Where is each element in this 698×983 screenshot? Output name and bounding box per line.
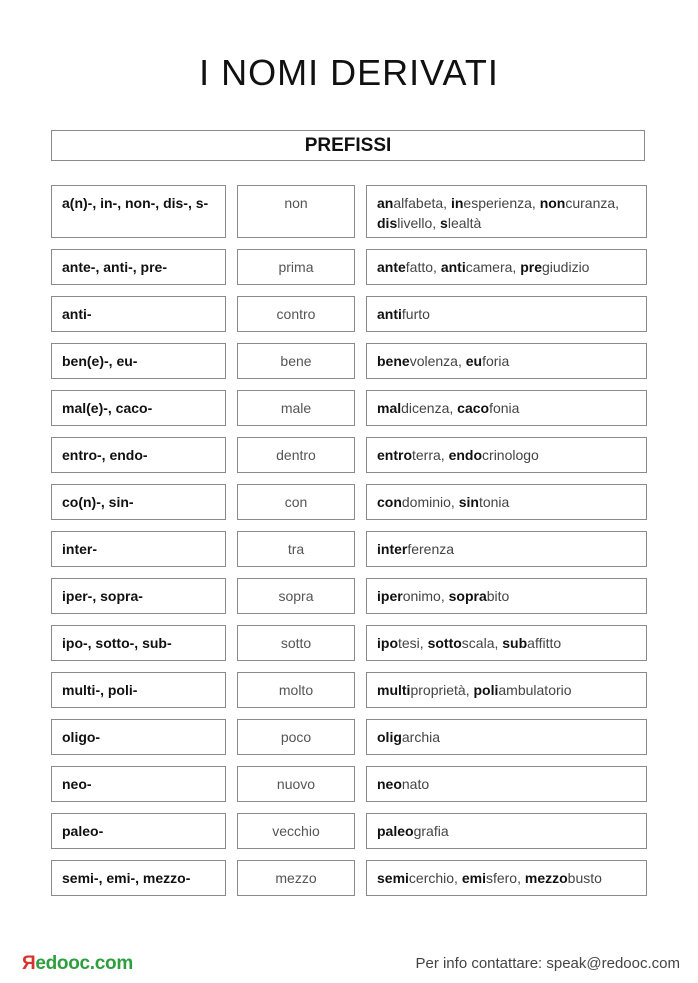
meaning-cell: non: [237, 185, 355, 238]
prefix-cell: a(n)-, in-, non-, dis-, s-: [51, 185, 226, 238]
example-prefix: eu: [465, 353, 483, 369]
examples-cell: [366, 625, 647, 661]
example-prefix: iper: [377, 588, 403, 604]
example-prefix: s: [440, 215, 448, 231]
example-prefix: neo: [377, 776, 402, 792]
example-rest: crinologo: [482, 447, 539, 463]
table-row: [51, 249, 647, 285]
examples-cell: [366, 860, 647, 896]
example-rest: curanza,: [565, 195, 620, 211]
example-prefix: ante: [377, 259, 406, 275]
prefix-cell: multi-, poli-: [51, 672, 226, 708]
meaning-cell: prima: [237, 249, 355, 285]
meaning-cell: bene: [237, 343, 355, 379]
table-row: [51, 390, 647, 426]
table-row: [51, 185, 647, 238]
example-rest: livello,: [397, 215, 441, 231]
example-rest: archia: [401, 729, 441, 745]
prefix-cell: inter-: [51, 531, 226, 567]
table-row: [51, 437, 647, 473]
logo-r: Я: [22, 953, 36, 974]
prefix-cell: anti-: [51, 296, 226, 332]
example-rest: ferenza: [407, 541, 455, 557]
table-row: [51, 531, 647, 567]
prefix-cell: oligo-: [51, 719, 226, 755]
example-rest: volenza,: [409, 353, 466, 369]
table-row: [51, 625, 647, 661]
example-rest: tesi,: [398, 635, 428, 651]
example-prefix: inter: [377, 541, 408, 557]
examples-cell: [366, 531, 647, 567]
example-rest: esperienza,: [463, 195, 540, 211]
meaning-cell: molto: [237, 672, 355, 708]
example-rest: tonia: [478, 494, 510, 510]
prefix-cell: paleo-: [51, 813, 226, 849]
example-rest: sfero,: [485, 870, 525, 886]
table-row: [51, 813, 647, 849]
example-rest: nato: [401, 776, 430, 792]
example-prefix: an: [377, 195, 394, 211]
table-row: [51, 343, 647, 379]
table-row: [51, 484, 647, 520]
examples-cell: [366, 343, 647, 379]
example-prefix: emi: [461, 870, 486, 886]
example-rest: proprietà,: [410, 682, 474, 698]
example-rest: dominio,: [401, 494, 459, 510]
meaning-cell: sotto: [237, 625, 355, 661]
examples-cell: [366, 390, 647, 426]
example-rest: cerchio,: [408, 870, 462, 886]
example-prefix: olig: [377, 729, 402, 745]
example-rest: bito: [486, 588, 510, 604]
example-prefix: poli: [473, 682, 499, 698]
example-rest: affitto: [527, 635, 562, 651]
example-prefix: sin: [458, 494, 479, 510]
example-prefix: pre: [520, 259, 542, 275]
meaning-cell: male: [237, 390, 355, 426]
prefix-cell: semi-, emi-, mezzo-: [51, 860, 226, 896]
example-prefix: mal: [377, 400, 402, 416]
example-prefix: endo: [448, 447, 483, 463]
meaning-cell: nuovo: [237, 766, 355, 802]
example-prefix: paleo: [377, 823, 414, 839]
example-rest: fatto,: [405, 259, 441, 275]
examples-cell: [366, 672, 647, 708]
meaning-cell: poco: [237, 719, 355, 755]
table-row: [51, 719, 647, 755]
table-row: [51, 766, 647, 802]
example-prefix: bene: [377, 353, 410, 369]
contact-info: Per info contattare: speak@redooc.com: [415, 955, 680, 972]
examples-cell: [366, 437, 647, 473]
examples-cell: [366, 185, 647, 238]
section-header: PREFISSI: [51, 130, 645, 161]
meaning-cell: sopra: [237, 578, 355, 614]
example-rest: dicenza,: [401, 400, 458, 416]
example-rest: furto: [401, 306, 430, 322]
example-prefix: con: [377, 494, 402, 510]
examples-cell: [366, 484, 647, 520]
table-row: [51, 578, 647, 614]
example-rest: foria: [482, 353, 510, 369]
example-rest: giudizio: [541, 259, 590, 275]
example-rest: lealtà: [447, 215, 482, 231]
meaning-cell: contro: [237, 296, 355, 332]
meaning-cell: con: [237, 484, 355, 520]
table-row: [51, 860, 647, 896]
examples-cell: [366, 249, 647, 285]
meaning-cell: dentro: [237, 437, 355, 473]
example-prefix: caco: [457, 400, 490, 416]
example-prefix: anti: [440, 259, 466, 275]
example-rest: alfabeta,: [393, 195, 451, 211]
example-prefix: sub: [502, 635, 528, 651]
example-rest: grafia: [413, 823, 449, 839]
prefix-table: [51, 185, 647, 907]
example-rest: onimo,: [402, 588, 449, 604]
prefix-cell: iper-, sopra-: [51, 578, 226, 614]
example-prefix: in: [450, 195, 464, 211]
example-prefix: sopra: [448, 588, 487, 604]
page-title: I NOMI DERIVATI: [199, 52, 499, 93]
examples-cell: [366, 813, 647, 849]
example-rest: fonia: [489, 400, 520, 416]
example-prefix: dis: [377, 215, 398, 231]
example-rest: ambulatorio: [498, 682, 572, 698]
example-prefix: entro: [377, 447, 412, 463]
example-prefix: sotto: [427, 635, 462, 651]
meaning-cell: tra: [237, 531, 355, 567]
prefix-cell: co(n)-, sin-: [51, 484, 226, 520]
example-prefix: non: [539, 195, 566, 211]
example-prefix: multi: [377, 682, 411, 698]
meaning-cell: vecchio: [237, 813, 355, 849]
example-prefix: mezzo: [524, 870, 568, 886]
example-rest: camera,: [465, 259, 521, 275]
prefix-cell: mal(e)-, caco-: [51, 390, 226, 426]
examples-cell: [366, 719, 647, 755]
table-row: [51, 296, 647, 332]
examples-cell: [366, 296, 647, 332]
prefix-cell: ben(e)-, eu-: [51, 343, 226, 379]
prefix-cell: neo-: [51, 766, 226, 802]
examples-cell: [366, 766, 647, 802]
example-rest: busto: [567, 870, 602, 886]
meaning-cell: mezzo: [237, 860, 355, 896]
redooc-logo[interactable]: [22, 953, 133, 975]
prefix-cell: entro-, endo-: [51, 437, 226, 473]
prefix-cell: ante-, anti-, pre-: [51, 249, 226, 285]
example-prefix: anti: [377, 306, 402, 322]
example-prefix: semi: [377, 870, 409, 886]
prefix-cell: ipo-, sotto-, sub-: [51, 625, 226, 661]
example-prefix: ipo: [377, 635, 398, 651]
example-rest: scala,: [461, 635, 503, 651]
logo-text: edooc.com: [35, 953, 133, 974]
table-row: [51, 672, 647, 708]
examples-cell: [366, 578, 647, 614]
example-rest: terra,: [412, 447, 449, 463]
